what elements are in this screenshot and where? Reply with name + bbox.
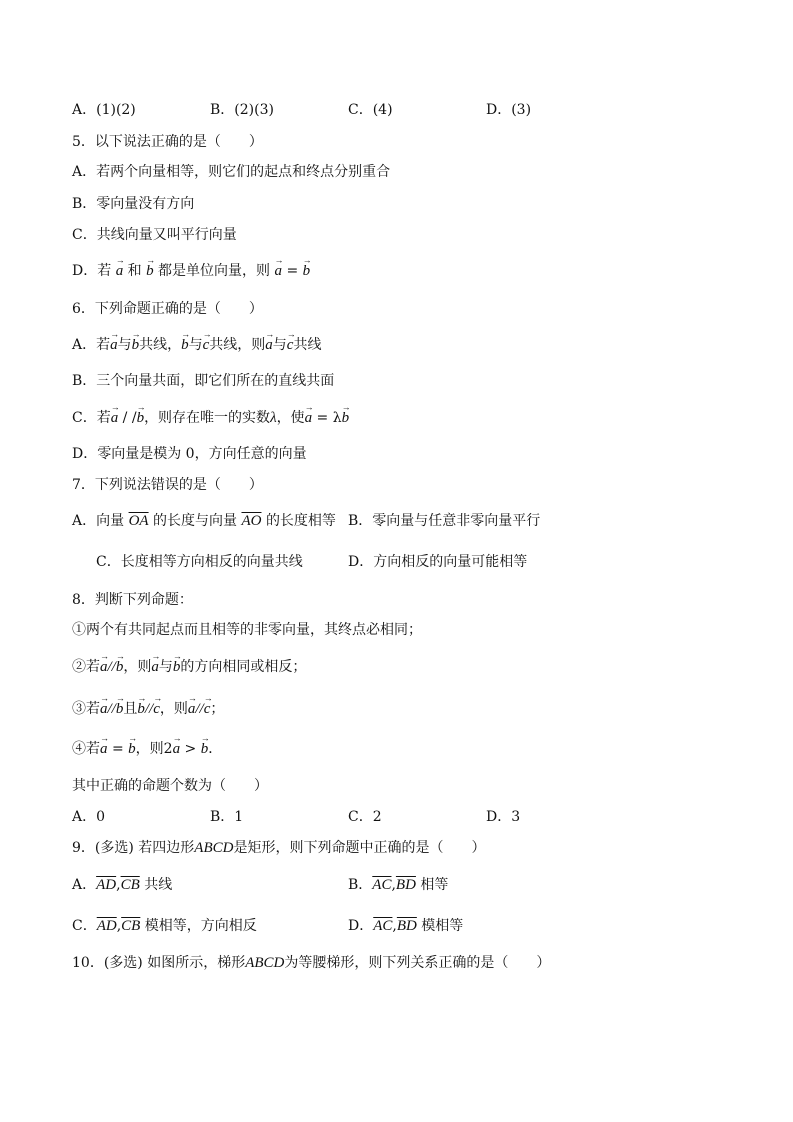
text: ③若	[72, 701, 100, 717]
q5-option-a: A．若两个向量相等，则它们的起点和终点分别重合	[72, 164, 391, 180]
vector-ad: $\overline{AD}$	[96, 877, 117, 893]
q9-option-b	[348, 875, 448, 895]
vector-a: → a	[275, 261, 283, 281]
q4-option-a: A．(1)(2)	[72, 102, 136, 118]
parallel-sign: //	[144, 701, 154, 717]
q6-option-a	[72, 335, 321, 355]
vector-a: → a	[151, 657, 159, 677]
q5-d-mid: 和	[127, 263, 142, 279]
q9-option-a	[72, 875, 172, 895]
q6-option-d: D．零向量是模为 0，方向任意的向量	[72, 446, 307, 462]
q5-d-post: 都是单位向量，则	[158, 263, 271, 279]
text: 共线，	[139, 337, 182, 353]
vector-a: → a	[265, 335, 273, 355]
equals-sign: =	[107, 741, 129, 757]
q5-d-prefix: D．若	[72, 263, 112, 279]
text: 共线	[293, 337, 322, 353]
q4-option-c: C．(4)	[348, 102, 393, 118]
text: ，则	[123, 659, 152, 675]
vector-c: → c	[153, 699, 160, 719]
greater-than-sign: >	[180, 741, 201, 757]
vector-b: → b	[201, 739, 209, 759]
text: D．	[348, 918, 374, 934]
text: = λ	[312, 410, 342, 426]
text: ，使	[276, 410, 305, 426]
vector-a: → a	[110, 335, 118, 355]
text: 且	[123, 701, 138, 717]
q8-statement-1: ①两个有共同起点而且相等的非零向量，其终点必相同；	[72, 622, 422, 638]
parallel-sign: //	[195, 701, 204, 717]
comma: ,	[116, 918, 122, 934]
vector-b: → b	[128, 739, 136, 759]
text: 模相等，方向相反	[140, 918, 257, 934]
comma: ,	[392, 918, 397, 934]
q4-option-d: D．(3)	[486, 102, 532, 118]
text: A．若	[72, 337, 111, 353]
text: 与	[158, 659, 173, 675]
text: 的长度相等	[265, 513, 336, 529]
text: C．	[72, 918, 97, 934]
q8-statement-3	[72, 699, 224, 719]
vector-oa: $\overline{OA}$	[128, 513, 149, 529]
vector-a: → a	[111, 408, 119, 428]
text: 相等	[415, 877, 449, 893]
vector-bd: $\overline{BD}$	[395, 877, 416, 893]
trapezoid-name: ABCD	[245, 955, 285, 971]
q8-option-b: B．1	[210, 809, 244, 825]
vector-b: → b	[303, 261, 311, 281]
text: ；	[210, 701, 225, 717]
q8-tail: 其中正确的命题个数为（ ）	[72, 778, 268, 794]
text: ．	[208, 741, 223, 757]
vector-a: → a	[188, 699, 196, 719]
quadrilateral-name: ABCD	[194, 840, 234, 856]
vector-a: → a	[173, 739, 181, 759]
text: 与	[188, 337, 203, 353]
q5-option-c: C．共线向量又叫平行向量	[72, 227, 237, 243]
vector-a: → a	[100, 657, 108, 677]
text: ，则	[135, 741, 164, 757]
vector-a: → a	[100, 739, 108, 759]
q7-option-b: B．零向量与任意非零向量平行	[348, 513, 541, 529]
q8-statement-4	[72, 739, 222, 759]
equals-sign: =	[282, 263, 303, 279]
q9-option-c	[72, 916, 257, 936]
vector-b: → b	[116, 657, 124, 677]
q10-stem	[72, 953, 550, 973]
vector-b: → b	[173, 657, 181, 677]
q4-option-b: B．(2)(3)	[210, 102, 274, 118]
text: 为等腰梯形，则下列关系正确的是（ ）	[284, 955, 551, 971]
text: 的长度与向量	[153, 513, 238, 529]
q7-option-c: C．长度相等方向相反的向量共线	[96, 554, 303, 570]
vector-cb: $\overline{CB}$	[121, 918, 141, 934]
q5-option-b: B．零向量没有方向	[72, 196, 195, 212]
vector-b: → b	[132, 335, 140, 355]
parallel-sign: / /	[118, 410, 137, 426]
vector-c: → c	[287, 335, 294, 355]
parallel-sign: //	[107, 659, 116, 675]
q8-stem: 8．判断下列命题：	[72, 592, 193, 608]
text: ④若	[72, 741, 100, 757]
text: 10．(多选) 如图所示，梯形	[72, 955, 246, 971]
vector-b: → b	[137, 408, 145, 428]
vector-a: → a	[305, 408, 313, 428]
text: ②若	[72, 659, 100, 675]
text: ，则存在唯一的实数	[144, 410, 271, 426]
vector-b: → b	[116, 699, 124, 719]
vector-ao: $\overline{AO}$	[241, 513, 262, 529]
coefficient: 2	[163, 741, 173, 757]
vector-b: → b	[137, 699, 145, 719]
q8-statement-2	[72, 657, 306, 677]
q8-option-d: D．3	[486, 809, 521, 825]
text: 模相等	[416, 918, 464, 934]
text: 的方向相同或相反；	[180, 659, 307, 675]
text: 与	[117, 337, 132, 353]
q6-stem: 6．下列命题正确的是（ ）	[72, 301, 263, 317]
text: 与	[272, 337, 287, 353]
q7-stem: 7．下列说法错误的是（ ）	[72, 477, 263, 493]
text: A．	[72, 877, 97, 893]
vector-b: → b	[342, 408, 350, 428]
text: 共线，则	[209, 337, 266, 353]
text: ，则	[159, 701, 188, 717]
q9-option-d	[348, 916, 463, 936]
text: A．向量	[72, 513, 125, 529]
q5-option-d	[72, 261, 310, 281]
q7-option-d: D．方向相反的向量可能相等	[348, 554, 528, 570]
comma: ,	[391, 877, 396, 893]
vector-ac: $\overline{AC}$	[373, 918, 393, 934]
vector-bd: $\overline{BD}$	[396, 918, 417, 934]
vector-a: → a	[116, 261, 124, 281]
text: 是矩形，则下列命题中正确的是（ ）	[233, 840, 486, 856]
q7-option-a	[72, 511, 336, 531]
q6-option-c	[72, 408, 349, 428]
vector-a: → a	[100, 699, 108, 719]
text: C．若	[72, 410, 111, 426]
lambda-symbol: λ	[270, 410, 277, 426]
vector-b: → b	[181, 335, 189, 355]
comma: ,	[116, 877, 121, 893]
q6-option-b: B．三个向量共面，即它们所在的直线共面	[72, 373, 335, 389]
vector-ac: $\overline{AC}$	[372, 877, 392, 893]
vector-b: → b	[146, 261, 154, 281]
q8-option-c: C．2	[348, 809, 382, 825]
vector-ad: $\overline{AD}$	[96, 918, 117, 934]
q8-option-a: A．0	[72, 809, 106, 825]
text: B．	[348, 877, 373, 893]
vector-cb: $\overline{CB}$	[120, 877, 140, 893]
q9-stem	[72, 838, 485, 858]
text: 9．(多选) 若四边形	[72, 840, 195, 856]
vector-c: → c	[204, 699, 211, 719]
text: 共线	[139, 877, 173, 893]
parallel-sign: //	[107, 701, 116, 717]
vector-c: → c	[203, 335, 210, 355]
q5-stem: 5．以下说法正确的是（ ）	[72, 134, 263, 150]
